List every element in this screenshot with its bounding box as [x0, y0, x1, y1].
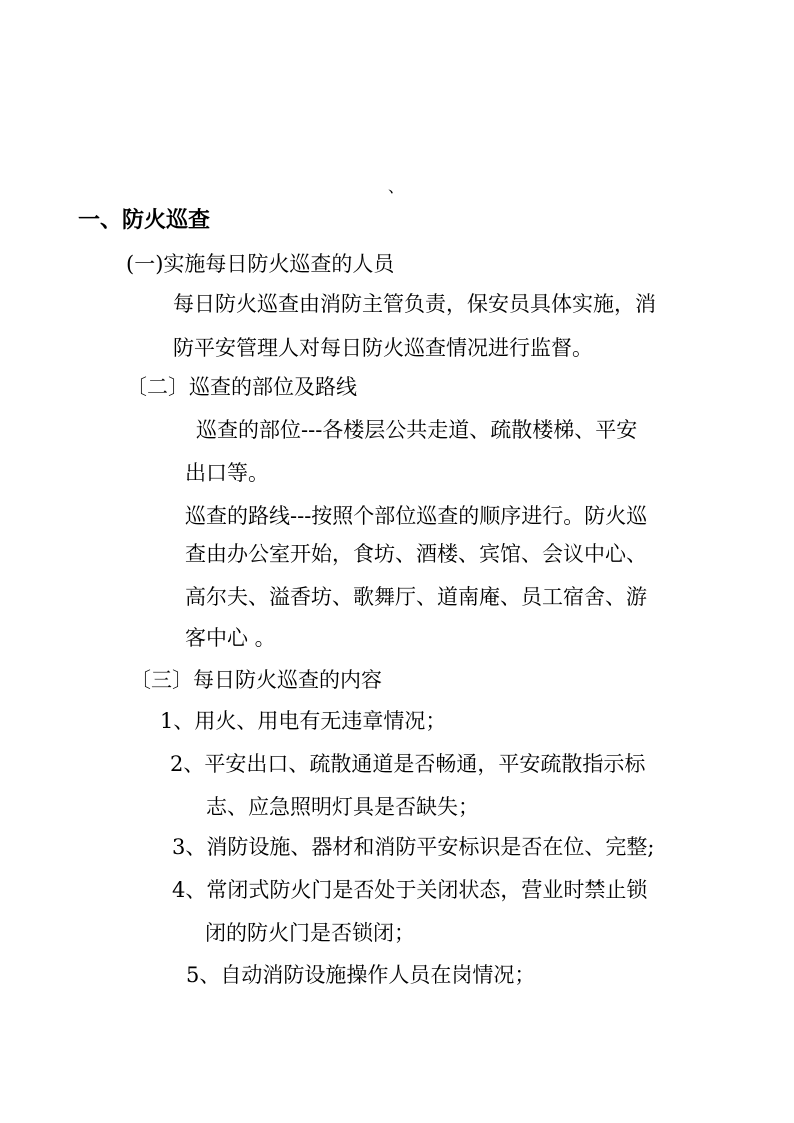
- paragraph-line: 每日防火巡查由消防主管负责，保安员具体实施，消: [173, 292, 656, 316]
- paragraph-line: 巡查的路线---按照个部位巡查的顺序进行。防火巡: [185, 504, 648, 528]
- list-item: 1、用火、用电有无违章情况；: [160, 709, 447, 733]
- subsection-title-1: (一)实施每日防火巡查的人员: [126, 252, 395, 276]
- paragraph-line: 查由办公室开始，食坊、酒楼、宾馆、会议中心、: [185, 542, 647, 566]
- paragraph-line: 防平安管理人对每日防火巡查情况进行监督。: [173, 336, 593, 360]
- list-item-continuation: 闭的防火门是否锁闭；: [205, 921, 415, 945]
- list-item: 2、平安出口、疏散通道是否畅通，平安疏散指示标: [170, 752, 646, 776]
- subsection-title-3: 〔三〕每日防火巡查的内容: [130, 668, 382, 692]
- stray-mark: 、: [388, 177, 405, 196]
- subsection-title-2: 〔二〕巡查的部位及路线: [126, 375, 357, 399]
- paragraph-line: 高尔夫、溢香坊、歌舞厅、道南庵、员工宿舍、游: [185, 585, 647, 609]
- list-item: 4、常闭式防火门是否处于关闭状态，营业时禁止锁: [172, 878, 648, 902]
- paragraph-line: 巡查的部位---各楼层公共走道、疏散楼梯、平安: [196, 418, 638, 442]
- list-item: 3、消防设施、器材和消防平安标识是否在位、完整;: [172, 835, 655, 859]
- section-heading: 一、防火巡查: [78, 207, 211, 233]
- paragraph-line: 出口等。: [185, 461, 269, 485]
- paragraph-line: 客中心 。: [185, 626, 276, 650]
- list-item-continuation: 志、应急照明灯具是否缺失；: [206, 795, 479, 819]
- list-item: 5、自动消防设施操作人员在岗情况；: [186, 963, 536, 987]
